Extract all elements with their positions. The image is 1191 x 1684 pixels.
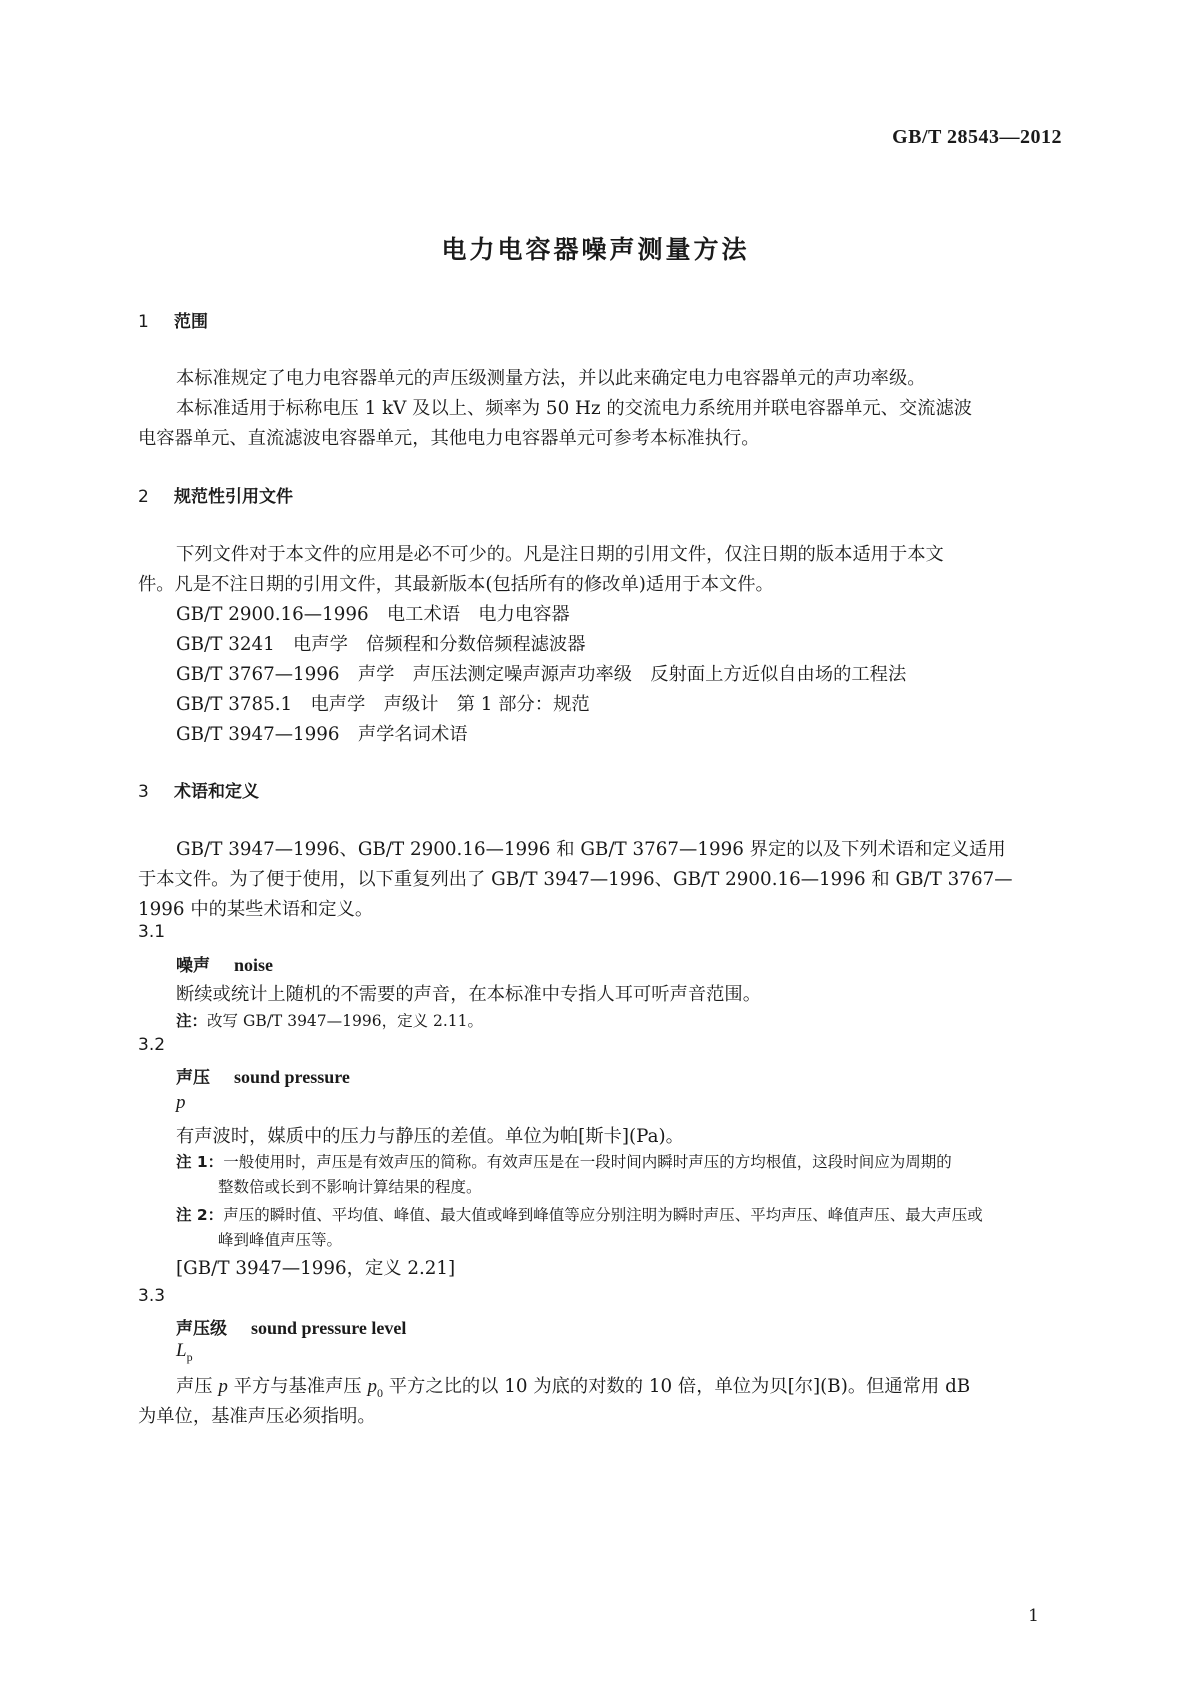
section-heading-normative-references [138, 482, 293, 507]
symbol-base: p [367, 1376, 377, 1397]
document-code: GB/T 28543—2012 [892, 126, 1062, 148]
page-title: 电力电容器噪声测量方法 [441, 235, 750, 264]
term-en: noise [234, 955, 274, 975]
note [176, 1203, 983, 1225]
note-text: 一般使用时，声压是有效声压的简称。有效声压是在一段时间内瞬时声压的方均根值，这段时间应为周期的 [223, 1153, 952, 1171]
term-symbol: p [176, 1092, 186, 1113]
section-number: 1 [138, 312, 149, 332]
reference-item: GB/T 3767—1996 声学 声压法测定噪声源声功率级 反射面上方近似自由场的工程法 [176, 664, 907, 685]
note-continuation: 峰到峰值声压等。 [218, 1231, 343, 1249]
term-heading [176, 951, 273, 976]
note [176, 1150, 952, 1172]
term-heading [176, 1314, 406, 1339]
term-zh: 声压级 [176, 1319, 227, 1339]
paragraph-continuation: 电容器单元、直流滤波电容器单元，其他电力电容器单元可参考本标准执行。 [138, 428, 760, 449]
section-title: 规范性引用文件 [174, 487, 293, 507]
symbol-subscript: 0 [376, 1385, 383, 1400]
term-zh: 噪声 [176, 956, 210, 976]
clause-number: 3.1 [138, 922, 166, 942]
paragraph-continuation: 件。凡是不注日期的引用文件，其最新版本(包括所有的修改单)适用于本文件。 [138, 574, 774, 595]
section-number: 2 [138, 487, 149, 507]
reference-item: GB/T 2900.16—1996 电工术语 电力电容器 [176, 604, 570, 625]
reference-item: GB/T 3241 电声学 倍频程和分数倍频程滤波器 [176, 634, 586, 655]
symbol-subscript: p [186, 1349, 193, 1364]
note-label: 注： [176, 1012, 208, 1030]
math-symbol [367, 1376, 383, 1400]
paragraph: 本标准规定了电力电容器单元的声压级测量方法，并以此来确定电力电容器单元的声功率级。 [176, 368, 926, 389]
paragraph: GB/T 3947—1996、GB/T 2900.16—1996 和 GB/T 3767—1996 界定的以及下列术语和定义适用 [176, 839, 1006, 860]
term-en: sound pressure [234, 1067, 350, 1087]
note-continuation: 整数倍或长到不影响计算结果的程度。 [218, 1178, 482, 1196]
clause-number: 3.2 [138, 1035, 166, 1055]
term-definition: 有声波时，媒质中的压力与静压的差值。单位为帕[斯卡](Pa)。 [176, 1126, 684, 1147]
term-definition [176, 1372, 970, 1401]
paragraph-continuation: 为单位，基准声压必须指明。 [138, 1406, 376, 1427]
term-heading [176, 1063, 350, 1088]
note-text: 声压的瞬时值、平均值、峰值、最大值或峰到峰值等应分别注明为瞬时声压、平均声压、峰值声压、最大声压或 [223, 1206, 983, 1224]
reference-item: GB/T 3947—1996 声学名词术语 [176, 724, 468, 745]
section-title: 术语和定义 [174, 782, 259, 802]
paragraph-continuation: 1996 中的某些术语和定义。 [138, 899, 374, 920]
section-title: 范围 [174, 312, 208, 332]
symbol-base: L [176, 1340, 187, 1361]
note-label: 注 1： [176, 1153, 224, 1171]
term-symbol [176, 1340, 193, 1365]
term-en: sound pressure level [251, 1318, 407, 1338]
page-number: 1 [1028, 1606, 1039, 1626]
clause-number: 3.3 [138, 1286, 166, 1306]
term-source: [GB/T 3947—1996，定义 2.21] [176, 1258, 456, 1279]
note-text: 改写 GB/T 3947—1996，定义 2.11。 [207, 1012, 484, 1030]
reference-item: GB/T 3785.1 电声学 声级计 第 1 部分：规范 [176, 694, 590, 715]
math-symbol: p [218, 1376, 228, 1397]
note-label: 注 2： [176, 1206, 224, 1224]
section-number: 3 [138, 782, 149, 802]
term-zh: 声压 [176, 1068, 210, 1088]
term-definition: 断续或统计上随机的不需要的声音，在本标准中专指人耳可听声音范围。 [176, 984, 761, 1005]
section-heading-scope [138, 307, 208, 332]
paragraph: 本标准适用于标称电压 1 kV 及以上、频率为 50 Hz 的交流电力系统用并联电容器单元、交流滤波 [176, 398, 973, 419]
paragraph-continuation: 于本文件。为了便于使用，以下重复列出了 GB/T 3947—1996、GB/T 2900.16—1996 和 GB/T 3767— [138, 869, 1013, 890]
section-heading-terms-definitions [138, 777, 259, 802]
paragraph: 下列文件对于本文件的应用是必不可少的。凡是注日期的引用文件，仅注日期的版本适用于本文 [176, 544, 944, 565]
note [176, 1009, 483, 1031]
text-run: 平方之比的以 10 为底的对数的 10 倍，单位为贝[尔](B)。但通常用 dB [382, 1376, 971, 1397]
text-run: 平方与基准声压 [227, 1376, 368, 1397]
text-run: 声压 [176, 1376, 219, 1397]
